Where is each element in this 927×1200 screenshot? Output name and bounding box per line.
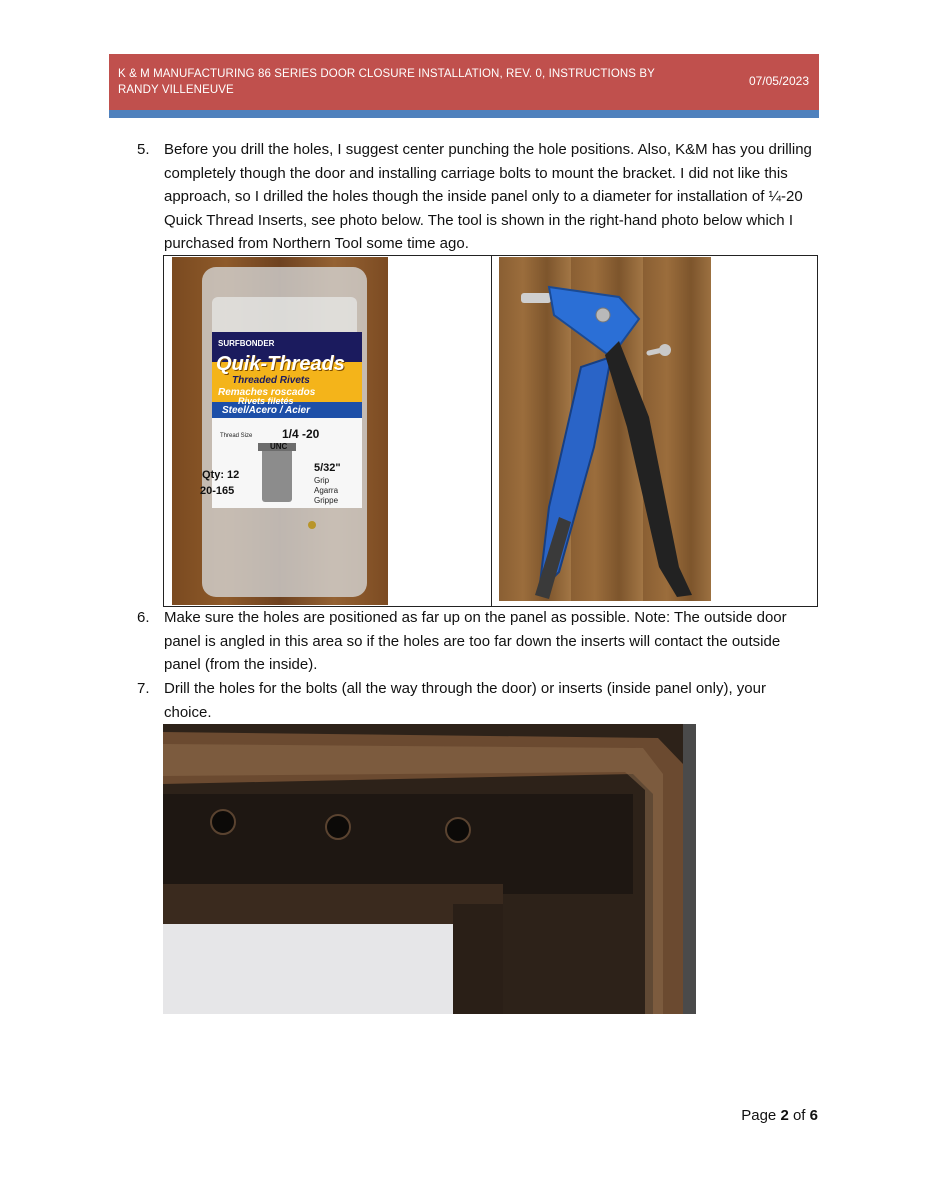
page-of-label: of [792, 1107, 806, 1124]
door-holes-photo [163, 724, 696, 1014]
rivet-package-photo [172, 257, 388, 605]
rivet-line3: Rivets filetés [238, 396, 294, 406]
rivet-tool-photo [499, 257, 711, 601]
step-text: Make sure the holes are positioned as far up on the panel as possible. Note: The outside door panel is angled in this area so if the holes are too far down the inserts will contact the outside panel (from the inside). [164, 609, 787, 673]
step-number: 5. [137, 141, 150, 158]
page-label: Page [741, 1107, 777, 1124]
page-number [741, 1107, 818, 1124]
header-rule [109, 110, 819, 118]
rivet-part: 20-165 [200, 485, 235, 497]
rivet-grip-label-2: Agarra [314, 486, 339, 495]
rivet-qty: Qty: 12 [202, 469, 240, 481]
document-date: 07/05/2023 [748, 74, 809, 88]
rivet-grip: 5/32" [314, 462, 341, 474]
step-text: Before you drill the holes, I suggest center punching the hole positions. Also, K&M has you drilling completely though the door and installing carriage bolts to mount the bracket. I did not like this approach, so I drilled the holes though the inside panel only to a diameter for installation of ¼-20 Quick Thread Inserts, see photo below. The tool is shown in the right-hand photo below which I purchased from Northern Tool some time ago. [164, 141, 812, 252]
rivet-grip-label-3: Grippe [314, 496, 339, 505]
document-title: K & M MANUFACTURING 86 SERIES DOOR CLOSURE INSTALLATION, REV. 0, INSTRUCTIONS BY RANDY VILLENEUVE [118, 68, 655, 96]
rivet-product: Quik-Threads [216, 353, 345, 375]
rivet-thread-label: Thread Size [220, 433, 253, 439]
step-number: 7. [137, 680, 150, 697]
rivet-material: Steel/Acero / Acier [222, 405, 311, 416]
rivet-thread-unit: UNC [270, 442, 288, 451]
rivet-grip-label-1: Grip [314, 476, 330, 485]
rivet-brand: SURFBONDER [218, 339, 275, 348]
total-pages: 6 [809, 1107, 818, 1124]
current-page: 2 [780, 1107, 789, 1124]
rivet-line1: Threaded Rivets [232, 375, 310, 386]
step-number: 6. [137, 609, 150, 626]
rivet-thread-size: 1/4 -20 [282, 427, 320, 441]
table-divider [491, 256, 492, 606]
step-text: Drill the holes for the bolts (all the way through the door) or inserts (inside panel only), your choice. [164, 680, 766, 721]
page-header [109, 54, 819, 110]
rivet-line2: Remaches roscados [218, 387, 316, 398]
